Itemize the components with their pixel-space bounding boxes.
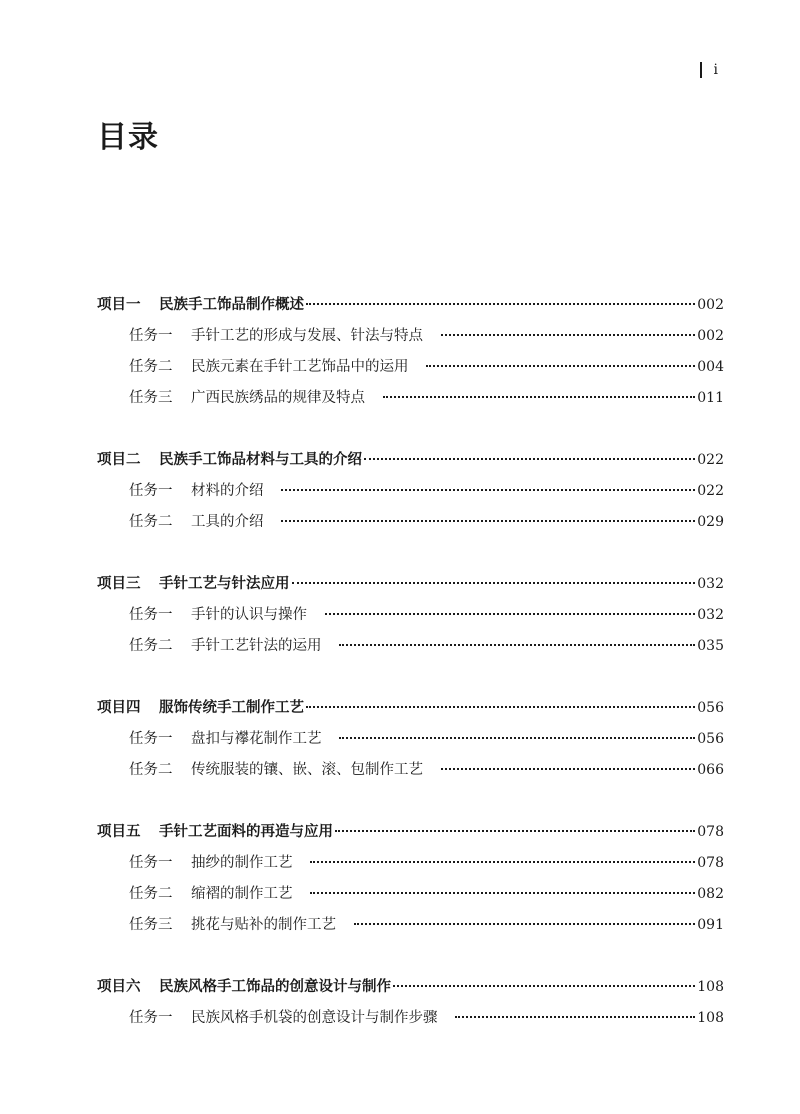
dot-leader	[441, 334, 695, 336]
toc-project-entry[interactable]	[97, 693, 724, 724]
toc-project-entry[interactable]	[97, 445, 724, 476]
dot-leader	[441, 768, 695, 770]
toc-entry-label: 项目二	[97, 452, 141, 468]
page-title: 目录	[97, 120, 159, 155]
toc-entry-label: 项目一	[97, 297, 141, 313]
toc-entry-page: 029	[697, 514, 724, 530]
toc-entry-page: 022	[697, 452, 724, 468]
toc-entry-title: 手针工艺面料的再造与应用	[159, 824, 333, 840]
toc-entry-label: 任务二	[129, 359, 173, 375]
dot-leader	[306, 706, 695, 708]
toc-entry-page: 108	[697, 979, 724, 995]
toc-entry-label: 任务二	[129, 514, 173, 530]
toc-entry-title: 手针的认识与操作	[191, 607, 307, 623]
toc-entry-page: 004	[697, 359, 724, 375]
toc-entry-title: 工具的介绍	[191, 514, 264, 530]
toc-entry-title: 挑花与贴补的制作工艺	[191, 917, 336, 933]
toc-project-block	[97, 290, 724, 414]
toc-entry-title: 盘扣与襻花制作工艺	[191, 731, 322, 747]
toc-entry-title: 手针工艺针法的运用	[191, 638, 322, 654]
toc-project-entry[interactable]	[97, 817, 724, 848]
toc-task-entry[interactable]	[97, 383, 724, 414]
toc-entry-label: 任务三	[129, 390, 173, 406]
toc-task-entry[interactable]	[97, 724, 724, 755]
toc-entry-page: 078	[697, 855, 724, 871]
toc-entry-label: 任务二	[129, 886, 173, 902]
toc-entry-title: 抽纱的制作工艺	[191, 855, 293, 871]
toc-entry-title: 民族风格手工饰品的创意设计与制作	[159, 979, 391, 995]
toc-task-entry[interactable]	[97, 879, 724, 910]
dot-leader	[393, 985, 695, 987]
dot-leader	[383, 396, 695, 398]
toc-task-entry[interactable]	[97, 910, 724, 941]
toc-task-entry[interactable]	[97, 476, 724, 507]
toc-project-block	[97, 569, 724, 662]
dot-leader	[310, 892, 695, 894]
toc-entry-label: 项目三	[97, 576, 141, 592]
toc-entry-label: 任务一	[129, 855, 173, 871]
dot-leader	[354, 923, 695, 925]
toc-entry-page: 002	[697, 328, 724, 344]
dot-leader	[281, 489, 695, 491]
toc-entry-page: 022	[697, 483, 724, 499]
toc-entry-page: 056	[697, 700, 724, 716]
toc-task-entry[interactable]	[97, 755, 724, 786]
toc-project-block	[97, 693, 724, 786]
toc-entry-label: 任务二	[129, 762, 173, 778]
toc-entry-label: 项目四	[97, 700, 141, 716]
toc-entry-title: 民族手工饰品制作概述	[159, 297, 304, 313]
dot-leader	[339, 644, 695, 646]
toc-entry-title: 服饰传统手工制作工艺	[159, 700, 304, 716]
toc-entry-page: 091	[697, 917, 724, 933]
toc-entry-title: 民族元素在手针工艺饰品中的运用	[191, 359, 409, 375]
dot-leader	[325, 613, 695, 615]
toc-task-entry[interactable]	[97, 1003, 724, 1034]
page-marker	[700, 62, 718, 78]
toc-entry-label: 任务二	[129, 638, 173, 654]
toc-entry-title: 民族风格手机袋的创意设计与制作步骤	[191, 1010, 438, 1026]
toc-entry-page: 032	[697, 607, 724, 623]
page-number: i	[713, 62, 718, 78]
toc-entry-label: 项目五	[97, 824, 141, 840]
toc-entry-page: 011	[697, 390, 724, 406]
dot-leader	[339, 737, 695, 739]
toc-entry-label: 任务一	[129, 607, 173, 623]
dot-leader	[335, 830, 695, 832]
toc-project-entry[interactable]	[97, 290, 724, 321]
toc-project-block	[97, 817, 724, 941]
table-of-contents	[97, 290, 724, 1065]
toc-entry-page: 035	[697, 638, 724, 654]
toc-entry-title: 材料的介绍	[191, 483, 264, 499]
toc-entry-title: 广西民族绣品的规律及特点	[191, 390, 365, 406]
toc-entry-label: 项目六	[97, 979, 141, 995]
toc-entry-label: 任务一	[129, 328, 173, 344]
toc-entry-page: 002	[697, 297, 724, 313]
toc-entry-label: 任务一	[129, 731, 173, 747]
toc-entry-title: 缩褶的制作工艺	[191, 886, 293, 902]
toc-task-entry[interactable]	[97, 321, 724, 352]
dot-leader	[426, 365, 695, 367]
toc-task-entry[interactable]	[97, 352, 724, 383]
toc-entry-page: 108	[697, 1010, 724, 1026]
toc-task-entry[interactable]	[97, 600, 724, 631]
toc-project-entry[interactable]	[97, 972, 724, 1003]
toc-task-entry[interactable]	[97, 631, 724, 662]
toc-project-entry[interactable]	[97, 569, 724, 600]
toc-entry-label: 任务一	[129, 1010, 173, 1026]
dot-leader	[455, 1016, 695, 1018]
dot-leader	[306, 303, 695, 305]
toc-entry-page: 032	[697, 576, 724, 592]
page-marker-bar	[700, 62, 702, 78]
toc-entry-title: 民族手工饰品材料与工具的介绍	[159, 452, 362, 468]
toc-task-entry[interactable]	[97, 848, 724, 879]
dot-leader	[281, 520, 695, 522]
dot-leader	[292, 582, 696, 584]
toc-entry-label: 任务三	[129, 917, 173, 933]
dot-leader	[364, 458, 695, 460]
toc-entry-page: 082	[697, 886, 724, 902]
dot-leader	[310, 861, 695, 863]
toc-project-block	[97, 445, 724, 538]
toc-project-block	[97, 972, 724, 1034]
toc-entry-page: 056	[697, 731, 724, 747]
toc-entry-title: 手针工艺与针法应用	[159, 576, 290, 592]
toc-entry-label: 任务一	[129, 483, 173, 499]
toc-entry-title: 手针工艺的形成与发展、针法与特点	[191, 328, 423, 344]
toc-entry-title: 传统服装的镶、嵌、滚、包制作工艺	[191, 762, 423, 778]
toc-entry-page: 066	[697, 762, 724, 778]
toc-entry-page: 078	[697, 824, 724, 840]
toc-task-entry[interactable]	[97, 507, 724, 538]
